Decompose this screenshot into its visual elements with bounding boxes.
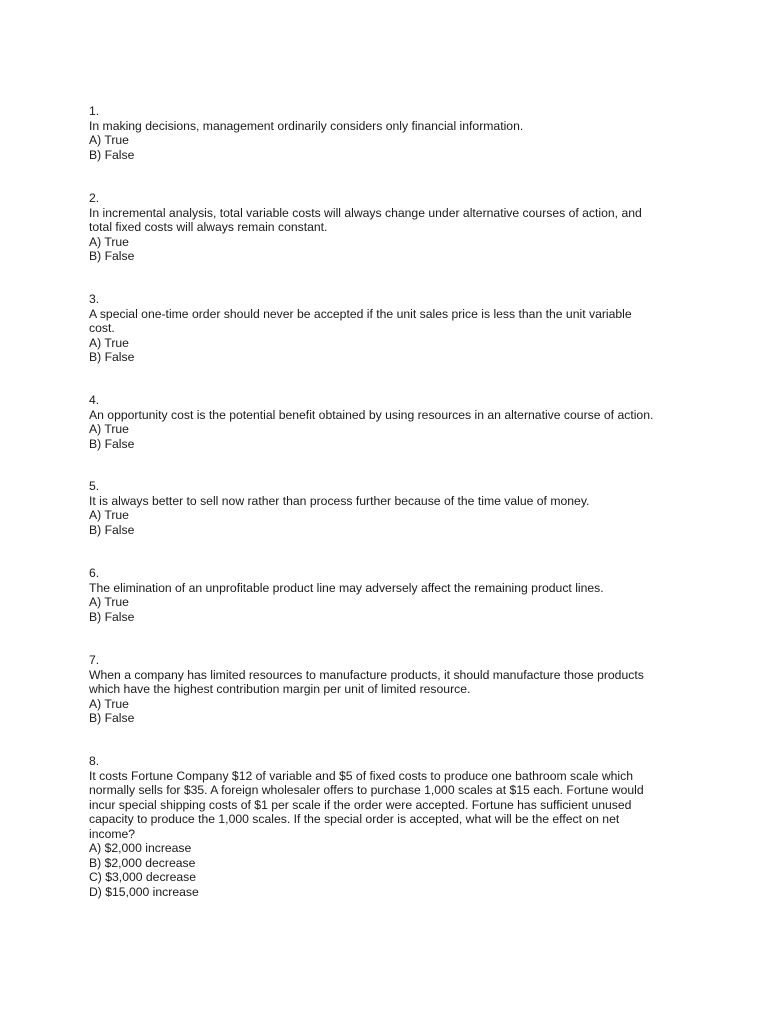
answer-option: A) True (89, 508, 129, 522)
question-number: 1. (89, 104, 100, 118)
answer-option: B) $2,000 decrease (89, 855, 196, 870)
question-5 (89, 479, 689, 537)
answer-option: A) True (89, 422, 129, 436)
question-number: 3. (89, 292, 100, 306)
question-3 (89, 292, 689, 365)
question-1 (89, 104, 689, 162)
question-stem-line: It costs Fortune Company $12 of variable and $5 of fixed costs to produce one bathroom scale which (89, 768, 634, 783)
answer-option: A) True (89, 133, 129, 147)
question-stem-line: total fixed costs will always remain constant. (89, 220, 328, 234)
answer-option: C) $3,000 decrease (89, 870, 197, 884)
question-stem-line: income? (89, 826, 136, 841)
question-number: 4. (89, 393, 100, 407)
question-4 (89, 393, 689, 451)
question-7 (89, 653, 689, 726)
answer-option: B) False (89, 350, 135, 364)
question-stem-line: In incremental analysis, total variable costs will always change under alternative courses of action, and (89, 205, 642, 220)
answer-option: B) False (89, 522, 135, 537)
question-stem-line: The elimination of an unprofitable product line may adversely affect the remaining product lines. (89, 580, 604, 595)
question-6 (89, 566, 689, 624)
question-number: 7. (89, 653, 100, 667)
answer-option: A) $2,000 increase (89, 841, 192, 855)
answer-option: B) False (89, 609, 135, 624)
answer-option: A) True (89, 234, 129, 249)
question-number: 6. (89, 566, 100, 580)
question-stem-line: An opportunity cost is the potential benefit obtained by using resources in an alternative course of action. (89, 407, 654, 422)
question-2 (89, 191, 689, 264)
answer-option: B) False (89, 249, 135, 263)
question-number: 8. (89, 754, 100, 768)
answer-option: B) False (89, 147, 135, 162)
question-stem-line: capacity to produce the 1,000 scales. If the special order is accepted, what will be the effect on net (89, 812, 620, 826)
answer-option: B) False (89, 711, 135, 725)
answer-option: B) False (89, 436, 135, 451)
question-stem-line: normally sells for $35. A foreign wholesaler offers to purchase 1,000 scales at $15 each. Fortune would (89, 783, 644, 797)
answer-option: D) $15,000 increase (89, 884, 199, 899)
question-stem-line: A special one-time order should never be accepted if the unit sales price is less than the unit variable (89, 306, 632, 321)
question-stem-line: which have the highest contribution margin per unit of limited resource. (89, 682, 471, 696)
question-stem-line: incur special shipping costs of $1 per scale if the order were accepted. Fortune has sufficient unused (89, 797, 632, 812)
answer-option: A) True (89, 595, 129, 609)
question-stem-line: When a company has limited resources to manufacture products, it should manufacture those products (89, 667, 644, 682)
answer-option: A) True (89, 696, 129, 711)
question-stem-line: In making decisions, management ordinarily considers only financial information. (89, 118, 524, 133)
question-stem-line: It is always better to sell now rather than process further because of the time value of money. (89, 493, 590, 508)
question-stem-line: cost. (89, 321, 115, 335)
answer-option: A) True (89, 335, 129, 350)
question-8 (89, 754, 689, 899)
question-number: 2. (89, 191, 100, 205)
question-number: 5. (89, 479, 100, 493)
